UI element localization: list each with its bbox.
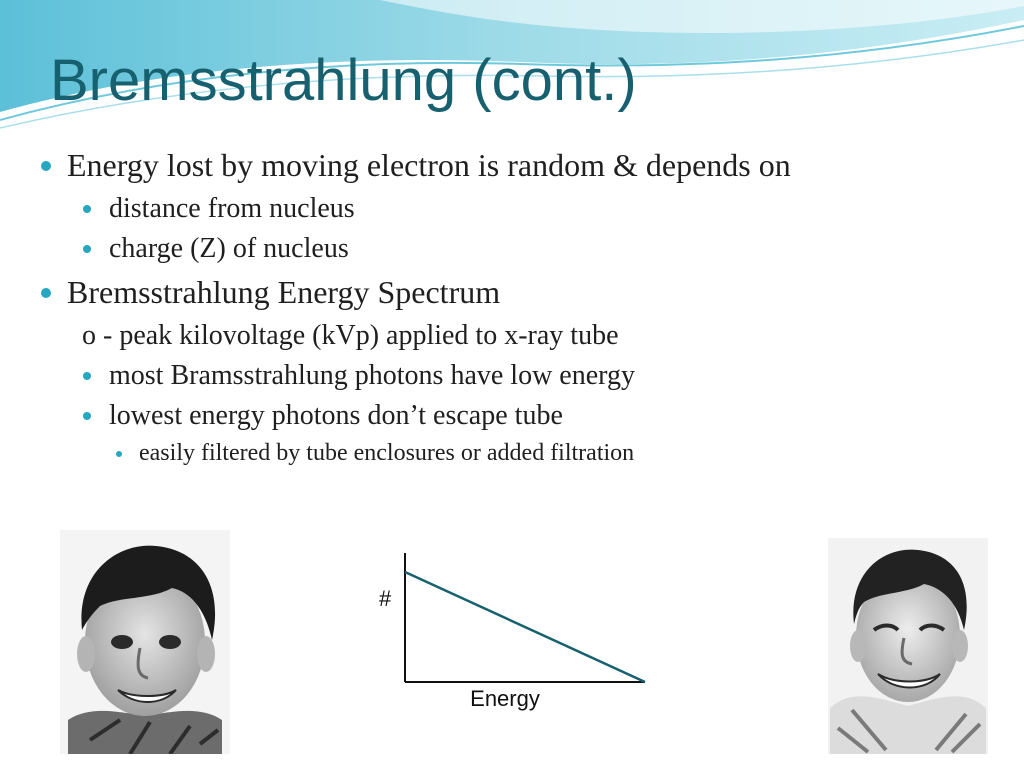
bullet-dot-icon [83,372,91,380]
bullet-text: distance from nucleus [109,193,355,224]
bullet-text: charge (Z) of nucleus [109,233,349,264]
bullet-text: easily filtered by tube enclosures or added filtration [139,440,635,466]
bullet-dot-icon [83,412,91,420]
bullet-text: Energy lost by moving electron is random & depends on [67,147,791,183]
right-portrait-photo [828,538,988,754]
x-axis-label: Energy [470,686,540,711]
left-portrait-photo [60,530,230,754]
bullet-text: Bremsstrahlung Energy Spectrum [67,274,501,310]
bullet-text: most Bramsstrahlung photons have low energy [109,360,635,391]
bullet-dot-icon [41,288,51,298]
bullet-dot-icon [83,245,91,253]
spectrum-series-line [405,572,645,682]
bullet-text: lowest energy photons don’t escape tube [109,400,563,431]
bullet-dot-icon [41,161,51,171]
bullet-dot-icon [116,451,122,457]
bullet-text: o - peak kilovoltage (kVp) applied to x-ray tube [82,320,619,351]
bremsstrahlung-spectrum-chart [360,545,660,715]
y-axis-label: # [379,586,392,611]
bullet-dot-icon [83,205,91,213]
slide-title: Bremsstrahlung (cont.) [50,48,637,113]
